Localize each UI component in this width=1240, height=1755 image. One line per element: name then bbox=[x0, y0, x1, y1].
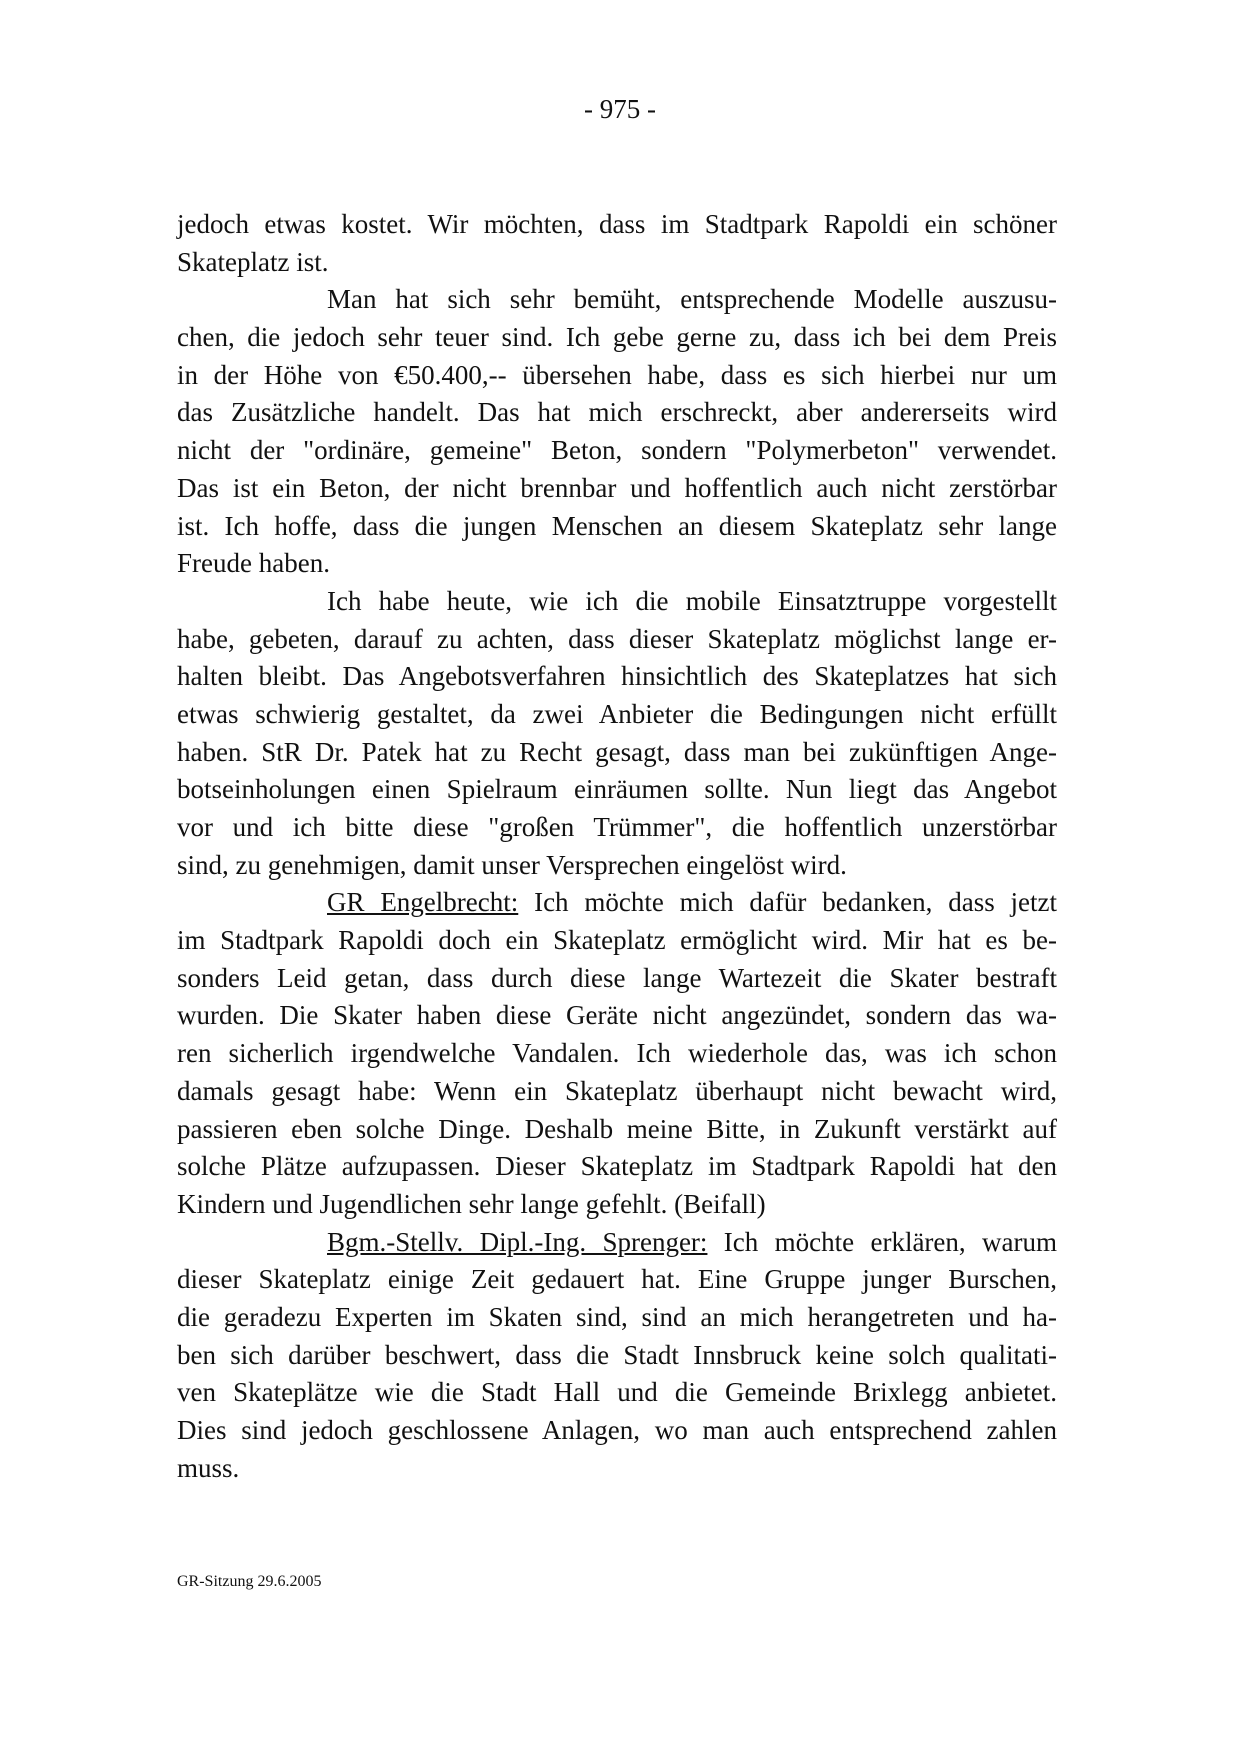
speech-text: Ich möchte erklären, warum bbox=[707, 1226, 1057, 1257]
text-line: haben. StR Dr. Patek hat zu Recht gesagt, dass man bei zukünftigen Ange- bbox=[177, 736, 1057, 767]
text-line: Kindern und Jugendlichen sehr lange gefehlt. (Beifall) bbox=[177, 1188, 766, 1219]
text-line: Skateplatz ist. bbox=[177, 246, 329, 277]
text-line bbox=[177, 884, 1057, 922]
text-line: solche Plätze aufzupassen. Dieser Skateplatz im Stadtpark Rapoldi hat den bbox=[177, 1151, 1057, 1182]
text-line: wurden. Die Skater haben diese Geräte nicht angezündet, sondern das wa- bbox=[177, 1000, 1057, 1031]
text-line: in der Höhe von €50.400,-- übersehen habe, dass es sich hierbei nur um bbox=[177, 359, 1057, 390]
text-line: Freude haben. bbox=[177, 548, 330, 579]
speaker-name: Bgm.-Stellv. Dipl.-Ing. Sprenger: bbox=[327, 1226, 708, 1257]
text-line: passieren eben solche Dinge. Deshalb meine Bitte, in Zukunft verstärkt auf bbox=[177, 1113, 1057, 1144]
text-line: Dies sind jedoch geschlossene Anlagen, wo man auch entsprechend zahlen bbox=[177, 1415, 1057, 1445]
text-line: jedoch etwas kostet. Wir möchten, dass im Stadtpark Rapoldi ein schöner bbox=[177, 209, 1057, 239]
text-line: muss. bbox=[177, 1452, 240, 1483]
text-line: Ich habe heute, wie ich die mobile Einsatztruppe vorgestellt bbox=[327, 585, 1057, 616]
text-line: damals gesagt habe: Wenn ein Skateplatz überhaupt nicht bewacht wird, bbox=[177, 1075, 1057, 1106]
speech-text: Ich möchte mich dafür bedanken, dass jetzt bbox=[518, 887, 1057, 918]
text-line: botseinholungen einen Spielraum einräumen sollte. Nun liegt das Angebot bbox=[177, 774, 1057, 805]
text-line: ren sicherlich irgendwelche Vandalen. Ich wiederhole das, was ich schon bbox=[177, 1038, 1057, 1069]
text-line: vor und ich bitte diese "großen Trümmer", die hoffentlich unzerstörbar bbox=[177, 812, 1057, 842]
body-text bbox=[177, 206, 1057, 1487]
text-line: chen, die jedoch sehr teuer sind. Ich gebe gerne zu, dass ich bei dem Preis bbox=[177, 322, 1057, 353]
text-line: halten bleibt. Das Angebotsverfahren hinsichtlich des Skateplatzes hat sich bbox=[177, 661, 1057, 692]
page-number: - 975 - bbox=[584, 94, 656, 124]
text-line: ist. Ich hoffe, dass die jungen Menschen an diesem Skateplatz sehr lange bbox=[177, 510, 1057, 541]
text-line: Das ist ein Beton, der nicht brennbar und hoffentlich auch nicht zerstörbar bbox=[177, 472, 1057, 503]
text-line: sonders Leid getan, dass durch diese lange Wartezeit die Skater bestraft bbox=[177, 962, 1057, 993]
text-line: im Stadtpark Rapoldi doch ein Skateplatz ermöglicht wird. Mir hat es be- bbox=[177, 925, 1057, 956]
text-line: etwas schwierig gestaltet, da zwei Anbieter die Bedingungen nicht erfüllt bbox=[177, 698, 1057, 729]
text-line: sind, zu genehmigen, damit unser Versprechen eingelöst wird. bbox=[177, 849, 847, 880]
text-line: ben sich darüber beschwert, dass die Stadt Innsbruck keine solch qualitati- bbox=[177, 1339, 1057, 1370]
text-line: Man hat sich sehr bemüht, entsprechende Modelle auszusu- bbox=[327, 284, 1057, 315]
text-line: die geradezu Experten im Skaten sind, sind an mich herangetreten und ha- bbox=[177, 1301, 1057, 1332]
text-line: ven Skateplätze wie die Stadt Hall und die Gemeinde Brixlegg anbietet. bbox=[177, 1377, 1057, 1408]
speaker-name: GR Engelbrecht: bbox=[327, 887, 519, 918]
text-line: das Zusätzliche handelt. Das hat mich erschreckt, aber andererseits wird bbox=[177, 397, 1057, 428]
text-line: habe, gebeten, darauf zu achten, dass dieser Skateplatz möglichst lange er- bbox=[177, 623, 1057, 654]
text-line: dieser Skateplatz einige Zeit gedauert hat. Eine Gruppe junger Burschen, bbox=[177, 1264, 1057, 1295]
text-line bbox=[177, 1224, 1057, 1262]
text-line: nicht der "ordinäre, gemeine" Beton, sondern "Polymerbeton" verwendet. bbox=[177, 435, 1057, 466]
footer-session-date: GR-Sitzung 29.6.2005 bbox=[177, 1573, 322, 1590]
